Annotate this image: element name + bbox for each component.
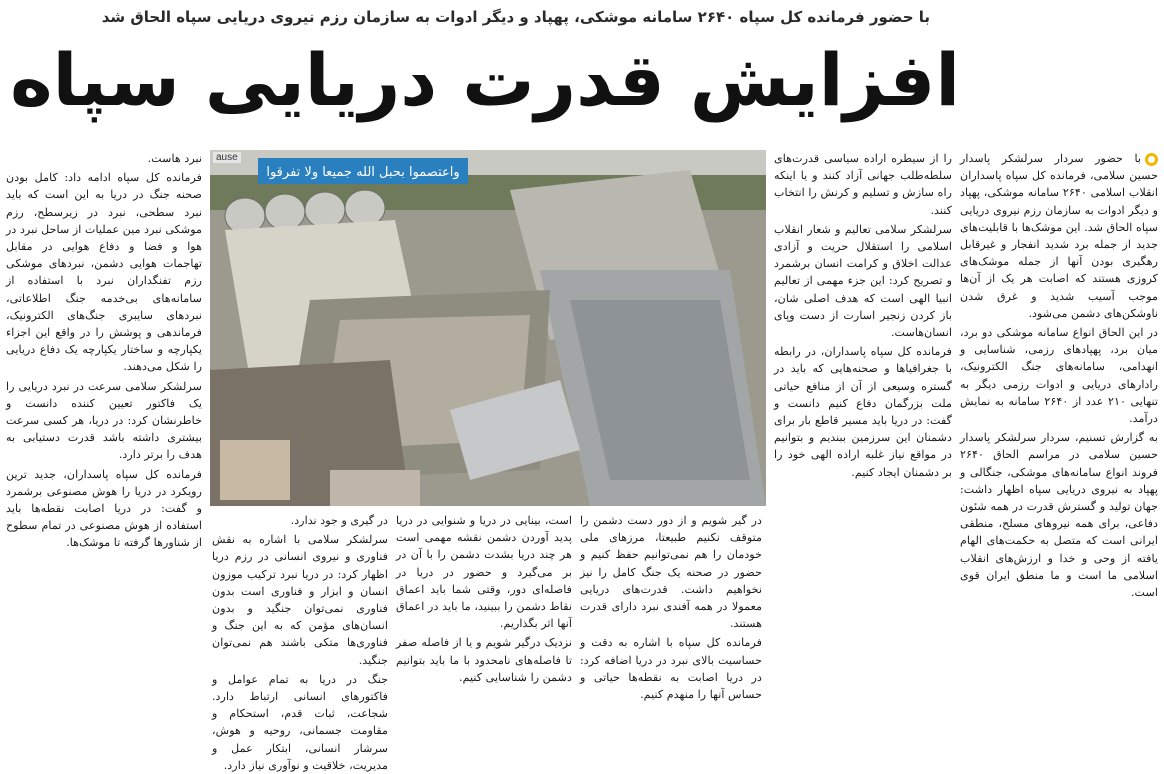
article-photo [210,150,766,506]
paragraph: نزدیک درگیر شویم و یا از فاصله صفر تا فاصله‌های نامحدود با ما باید بتوانیم دشمن را شناسایی کنیم. [396,636,572,684]
paragraph: جنگ در دریا به تمام عوامل و فاکتورهای انسانی ارتباط دارد. شجاعت، ثبات قدم، استحکام و مقاومت جسمانی، روحیه و هوش، سرشار انسانی، ابتکار عمل و مدیریت، خلاقیت و نوآوری نیاز دارد. [212,672,388,772]
paragraph: فرمانده کل سپاه پاسداران، جدید ترین رویکرد در دریا را هوش مصنوعی برشمرد و گفت: در دریا اصابت نقطه‌ها باید استفاده از هوش مصنوعی در تمام سطوح از شناورها گرفته تا موشک‌ها. [6,467,202,550]
column-bottom-2 [396,512,572,685]
paragraph [960,150,1158,322]
paragraph: در این الحاق انواع سامانه موشکی دو برد، میان برد، پهپادهای رزمی، شناسایی و انهدامی، سامانه‌های جنگ الکترونیک، رادارهای دریایی و ادوات رزمی دیگر به تنهایی ۲۱۰ عدد از ۲۶۴۰ سامانه به نمایش درآمد. [960,326,1158,426]
column-right [960,150,1158,685]
column-bottom-1 [580,512,762,702]
paragraph: سرلشکر سلامی سرعت در نبرد دریایی را یک فاکتور تعیین کننده دانست و خاطرنشان کرد: در دریا، هر کسی سرعت بیشتری داشته باشد قدرت دستیابی به هدف را برتر دارد. [6,379,202,462]
paragraph: فرمانده کل سپاه ادامه داد: کامل بودن صحنه جنگ در دریا به این است که باید نبرد سطحی، نبرد در زیرسطح، رزم موشکی نبرد مین عملیات از ساحل نبرد در هوا و فضا و دفاع هوایی در مقابل تهاجمات هوایی دشمن، نبردهای موشکی رزم تفنگداران نبرد با استفاده از سامانه‌های بی‌خدمه جنگ اطلاعاتی، نبردهای سایبری جنگ‌های الکترونیک، فرماندهی و پوشش را در واقع این اجزاء یکپارچه و ساختار یکپارچه یک دفاع دریایی را شکل می‌دهند. [6,171,202,374]
paragraph: فرمانده کل سپاه پاسداران، در رابطه با جغرافیاها و صحنه‌هایی که باید در گستره وسیعی از آن از منافع حیاتی ملت بزرگمان دفاع کنیم دانست و گفت: در دریا باید مسیر قاطع بار برای دشمنان این سرزمین ببندیم و بتوانیم در مواقع نیاز غلبه اراده الهی خود را بر دشمنان ایجاد کنیم. [774,345,952,479]
paragraph: نبرد هاست. [147,152,202,165]
paragraph: سرلشکر سلامی تعالیم و شعار انقلاب اسلامی را استقلال حریت و آزادی عدالت اخلاق و کرامت انسان برشمرد و تصریح کرد: این جزء مهمی از تعالیم انبیا الهی است که هدف اصلی شان، باز کردن زنجیر اسارت از دست وپای انسان‌هاست. [774,222,952,340]
column-right-middle [774,150,952,685]
paragraph: به گزارش تسنیم، سردار سرلشکر پاسدار حسین سلامی در مراسم الحاق ۲۶۴۰ فروند انواع سامانه‌های موشکی، جنگالی و پهپاد به نیروی دریایی سپاه اظهار داشت: جهان تولید و گسترش قدرت در همه شئون دفاعی، برای همه نیروهای مسلح، منطقی ایرانی است که متصل به حکمت‌های الهام یافته از وحی و خدا و ارزش‌های انقلاب اسلامی ما است و ما منطق ایران قوی است. [960,431,1158,600]
photo-banner: واعتصموا بحبل الله جميعا ولا تفرقوا [266,165,460,180]
missile-launcher-illustration [210,150,766,506]
column-bottom-3 [212,512,388,772]
paragraph: در گیری و جود ندارد. [290,514,388,527]
paragraph: سرلشکر سلامی با اشاره به نقش فناوری و نیروی انسانی در رزم دریا اظهار کرد: در دریا نبرد ترکیب موزون انسان و ابزار و فناوری است بدون فناوری نمی‌توان جنگید و بدون انسان‌های مؤمن که به این جنگ و فناوری‌ها متکی باشند هم نمی‌توان جنگید. [212,533,388,667]
paragraph: در گیر شویم و از دور دست دشمن را متوقف نکنیم طبیعتا، مرزهای ملی خودمان را هم نمی‌توانیم حفظ کنیم و حضور در صحنه یک جنگ کامل را نیز نخواهیم داشت. قدرت‌های دریایی معمولا در همه آفندی نبرد دارای قدرت هستند. [580,514,762,631]
photo-tag: ause [213,152,241,163]
paragraph: فرمانده کل سپاه با اشاره به دقت و حساسیت بالای نبرد در دریا اضافه کرد: در دریا اصابت به نقطه‌ها حیاتی و حساس آنها را منهدم کنیم. [580,636,762,702]
bullet-icon [1145,153,1158,166]
article-headline: افزایش قدرت دریایی سپاه [10,38,960,122]
paragraph: را از سیطره اراده سیاسی قدرت‌های سلطه‌طلب جهانی آزاد کنند و یا اینکه راه سازش و تسلیم و کرنش را انتخاب کنند. [774,152,952,217]
article-kicker: با حضور فرمانده کل سپاه ۲۶۴۰ سامانه موشکی، پهپاد و دیگر ادوات به سازمان رزم نیروی دریایی سپاه الحاق شد [101,8,930,26]
column-left [6,150,202,685]
paragraph: است، بینایی در دریا و شنوایی در دریا پدید آوردن دشمن نقشه مهمی است هر چند دریا بشدت دشمن را با آن در بر می‌گیرد و حضور در دریا در فاصله‌ای دور، وقتی شما باید اعماق نقاط دشمن را ببینید، ما باید در اعماق آنها اثر بگذاریم. [396,514,572,631]
paragraph-text: با حضور سردار سرلشکر پاسدار حسین سلامی، فرمانده کل سپاه پاسداران انقلاب اسلامی ۲۶۴۰ سامانه موشکی، پهپاد و دیگر ادوات به سازمان رزم نیروی دریایی سپاه الحاق شد. این موشک‌ها با قابلیت‌های جدید از جمله برد شدید انفجار و غیرقابل رهگیری بودن آنها از جمله موشک‌های کروزی هستند که اصابت هر یک از آن‌ها موجب آسیب شدید و غرق شدن ناوشکن‌های دشمن می‌شود. [960,152,1158,320]
